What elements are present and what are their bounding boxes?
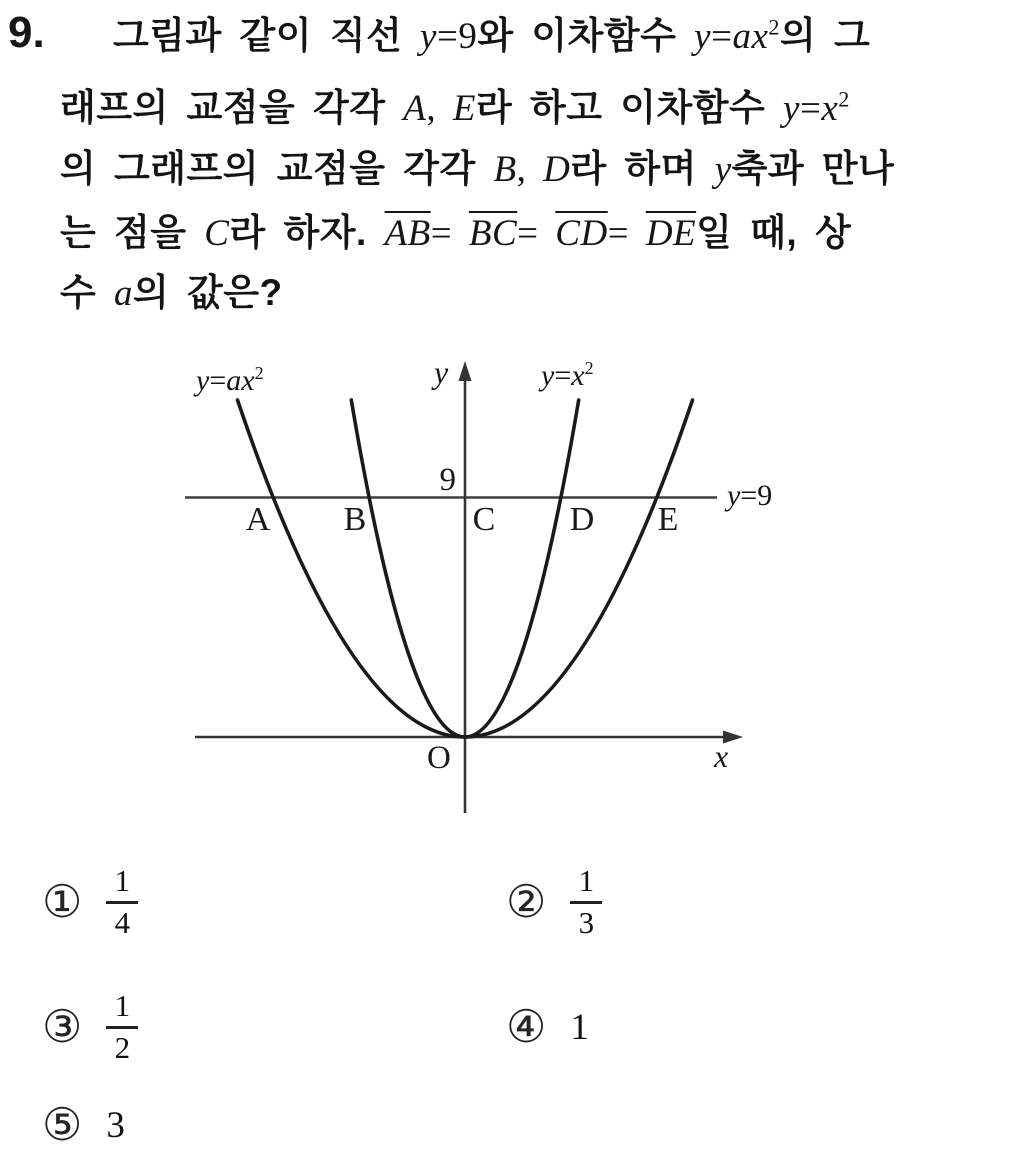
point-label-e: E [657, 501, 679, 538]
choice-3-denominator: 2 [114, 1029, 131, 1065]
curve-label-ax2: $y=ax^2$ [196, 363, 264, 398]
fraction-bar [106, 901, 138, 904]
point-label-a: A [245, 501, 271, 538]
problem-line-2: 래프의 교점을 각각 A, E라 하고 이차함수 $y=x^2$ [60, 86, 850, 129]
choice-2-denominator: 3 [578, 904, 595, 940]
choice-1-numerator: 1 [114, 862, 131, 898]
choice-3[interactable] [42, 980, 138, 1074]
y-axis-label: y [434, 354, 449, 390]
problem-line-5: 수 a의 값은? [60, 272, 283, 314]
problem-line-4: 는 점을 C라 하자. $\overline{AB}= \overline{BC}= \overline{CD}= \overline{DE}$일 때, 상 [60, 212, 852, 254]
choice-4-value: 1 [570, 1006, 589, 1048]
choice-3-numerator: 1 [114, 987, 131, 1023]
choice-2-value [570, 864, 602, 940]
choice-2-marker: ② [506, 876, 547, 927]
choice-5[interactable] [42, 1090, 125, 1160]
point-label-c: C [472, 501, 496, 538]
choice-1-denominator: 4 [114, 904, 131, 940]
choice-5-marker: ⑤ [42, 1099, 83, 1150]
x-axis-label: x [714, 738, 729, 774]
choice-1-value [106, 864, 138, 940]
choice-1[interactable] [42, 855, 138, 949]
origin-label: O [427, 740, 451, 776]
point-label-b: B [343, 501, 367, 538]
problem-line-1: 그림과 같이 직선 y=9와 이차함수 $y=ax^2$의 그 [113, 14, 871, 57]
point-label-d: D [569, 501, 595, 538]
y-axis-arrow-icon [459, 361, 472, 381]
problem-line-3: 의 그래프의 교점을 각각 B, D라 하며 y축과 만나 [60, 148, 895, 190]
choice-2-numerator: 1 [578, 862, 595, 898]
problem-number: 9. [8, 8, 45, 57]
curve-label-x2: $y=x^2$ [541, 358, 594, 393]
choice-3-marker: ③ [42, 1001, 83, 1052]
choice-2[interactable] [506, 855, 602, 949]
choice-5-value: 3 [106, 1104, 125, 1146]
fraction-bar [106, 1026, 138, 1029]
figure-graph [0, 350, 1036, 825]
hline-label-y9: y=9 [727, 479, 773, 512]
choice-4-marker: ④ [506, 1001, 547, 1052]
choice-4[interactable] [506, 980, 589, 1074]
choice-3-value [106, 989, 138, 1065]
fraction-bar [570, 901, 602, 904]
choice-1-marker: ① [42, 876, 83, 927]
y-tick-9: 9 [439, 462, 456, 498]
